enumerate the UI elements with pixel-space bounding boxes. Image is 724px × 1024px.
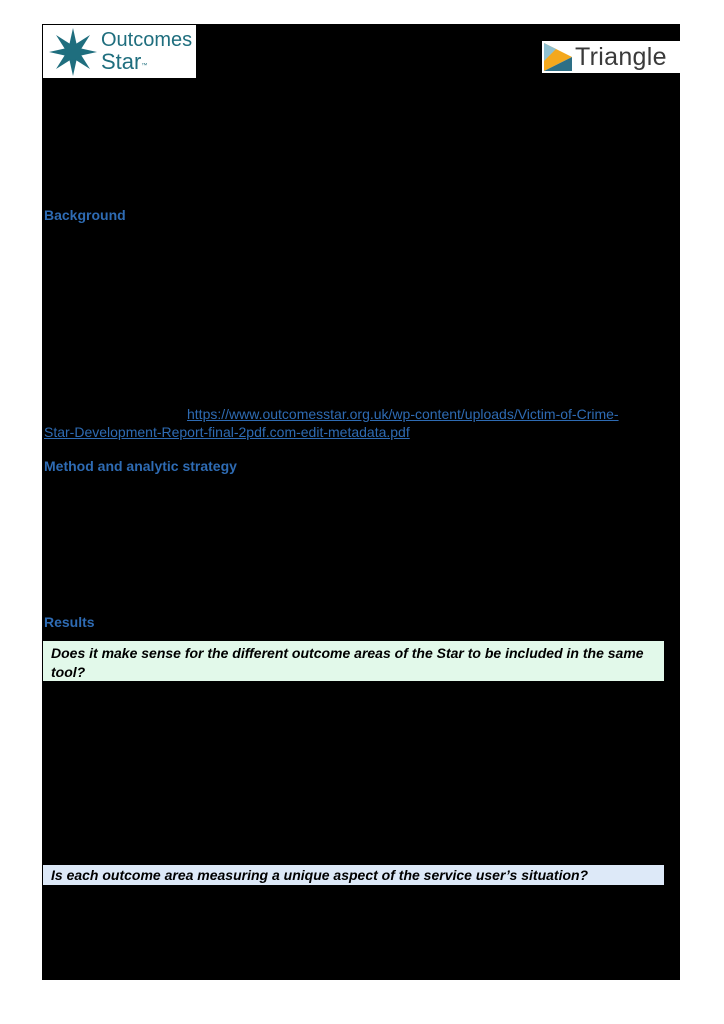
outcomes-star-logo [43, 25, 196, 78]
triangle-logo-text: Triangle [575, 43, 667, 71]
results-heading: Results [44, 614, 95, 630]
page-body [42, 24, 680, 980]
outcomes-star-logo-line1: Outcomes [101, 29, 193, 51]
report-link-line1[interactable]: https://www.outcomesstar.org.uk/wp-content/uploads/Victim-of-Crime- [187, 406, 619, 422]
background-heading: Background [44, 207, 126, 223]
triangle-logo-icon [542, 41, 574, 73]
trademark-symbol: ™ [141, 63, 148, 69]
outcomes-star-logo-line2 [101, 50, 147, 74]
report-link-line2[interactable]: Star-Development-Report-final-2pdf.com-edit-metadata.pdf [44, 424, 410, 440]
star-icon [47, 27, 99, 77]
question-box-1: Does it make sense for the different outcome areas of the Star to be included in the same tool? [43, 641, 664, 681]
triangle-logo [542, 41, 680, 73]
method-heading: Method and analytic strategy [44, 458, 237, 474]
outcomes-star-logo-star-text: Star [101, 49, 142, 74]
question-box-2: Is each outcome area measuring a unique aspect of the service user’s situation? [43, 865, 664, 885]
